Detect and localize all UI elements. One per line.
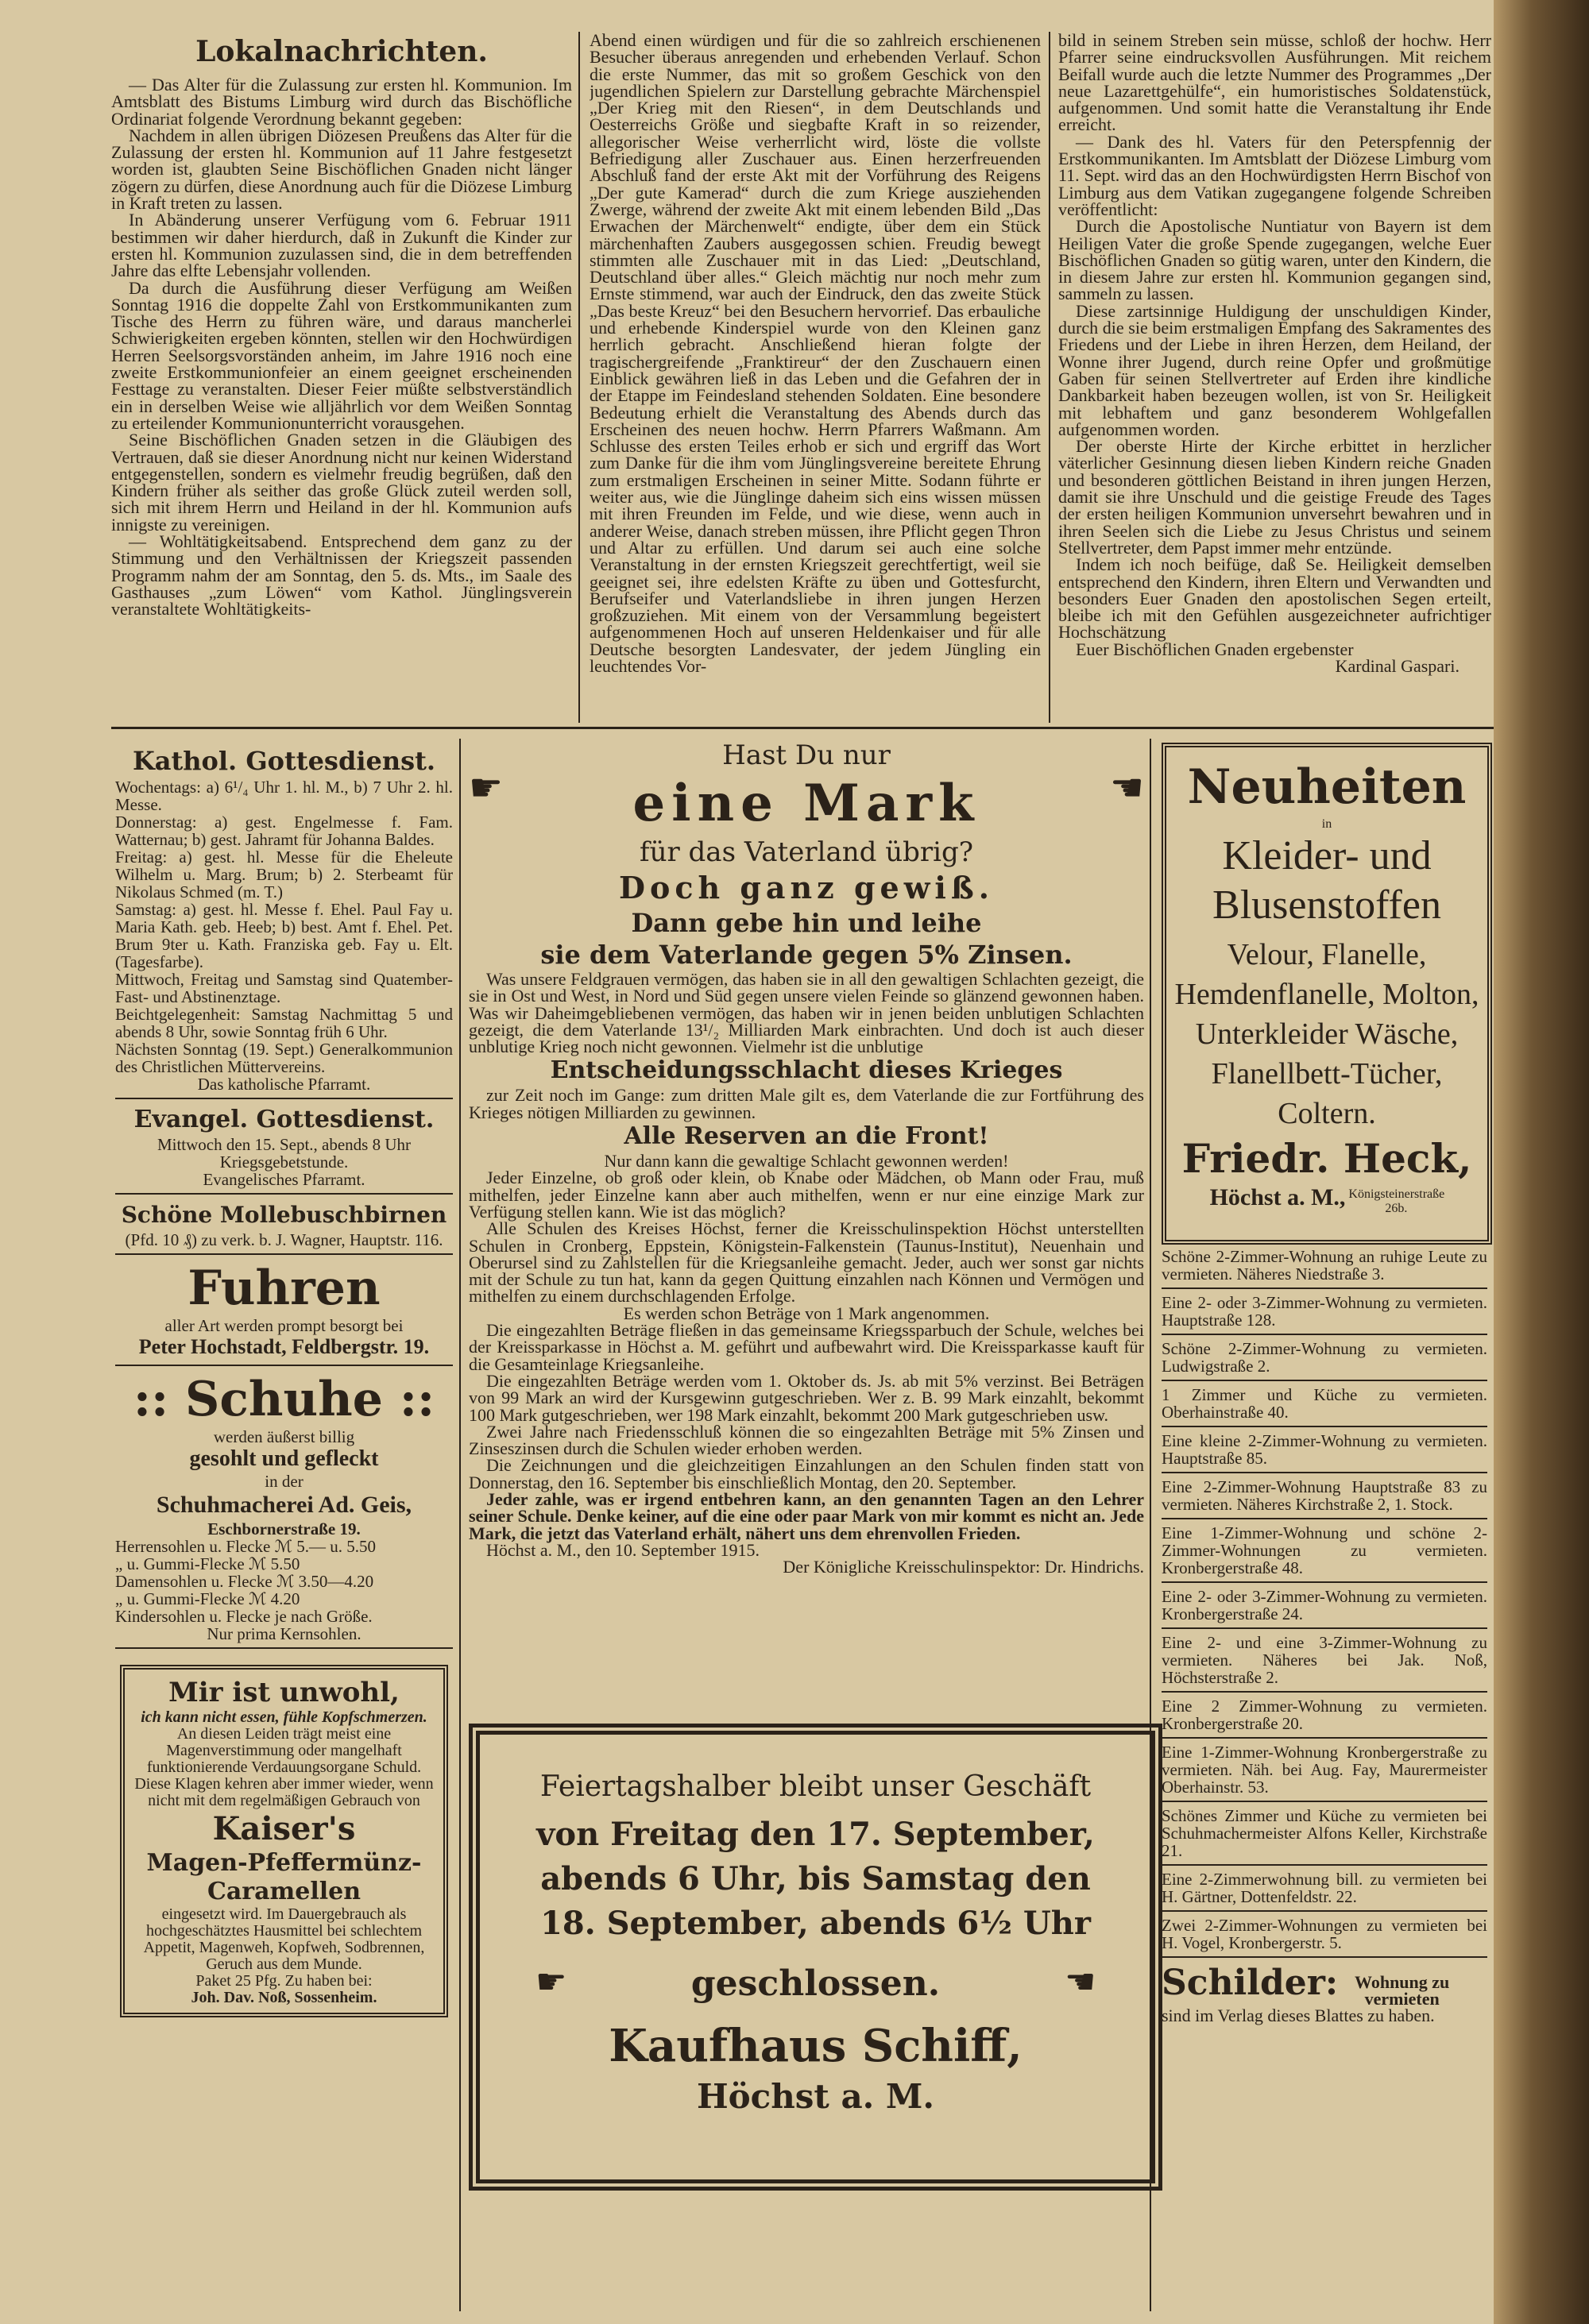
ad-text: in der bbox=[265, 1472, 303, 1491]
classified-ad bbox=[1162, 1335, 1487, 1381]
closing-salutation: Euer Bischöflichen Gnaden ergebenster bbox=[1076, 639, 1354, 659]
article-paragraph: Abend einen würdigen und für die so zahlreich erschienenen Besucher überaus anregenden und erhebenden Verlauf. Schon die erste Nummer, das mit so großem Geschick von den jugendlichen Spielern zur Darstellung gebrachte Märchenspiel „Der Krieg mit den Riesen“, in dem Deutschlands und Oesterreichs Größe und siegbafte Kraft in so reizender, allegorischer Weise verherrlicht wird, löste die vollste Befriedigung aller Zuschauer aus. Einen herzerfreuenden Abschluß fand der erste Akt mit der Vorführung des Reigens „Der gute Kamerad“ durch die zum Kriege ausziehenden Zwerge, während der zweite Akt mit einem lebenden Bild „Das Erwachen der Märchenwelt“ endigte, über dem ein Stück märchenhaften Zaubers ausgegossen schien. Freudig bewegt stimmten alle Zuschauer mit in das Lied: „Deutschland, Deutschland über alles.“ Gleich mächtig nur noch mehr zum Ernste stimmend, war auch der Eindruck, den das zweite Stück „Das beste Kreuz“ bei den Besuchern hervorrief. Das erbauliche und erhebende Kinderspiel wurde von den Kleinen ganz herrlich gebracht. Anschließend hieran folgte der tragischergreifende „Franktireur“ der den Zuschauern einen Einblick gewähren ließ in das Leben und die Gefahren der in der Etappe im Feindesland stehenden Soldaten. Eine besondere Bedeutung erhielt die Veranstaltung des Abends durch das Erscheinen des neuen hochw. Herrn Pfarrers Waßmann. Am Schlusse des ersten Teiles erhob er sich und ergriff das Wort zum Danke für die ihm vom Jünglingsvereine bereitete Ehrung zum erstmaligen Erscheinen in seiner Mitte. Sodann führte er weiter aus, wie die Jünglinge daheim sich eins wissen müssen mit ihren Freunden im Felde, und wie diese, wenn auch in anderer Weise, danach streben müssen, ihre Pflicht gegen Thron und Altar zu erfüllen. Und darum sei auch eine solche Veranstaltung in der ernsten Kriegszeit gerechtfertigt, weil sie geeignet sei, ihre edelsten Kräfte zu üben und Gottesfurcht, Berufseifer und Vaterlandsliebe in ihren jungen Herzen großzuziehen. Mit einem von der Versammlung begeistert aufgenommenen Hoch auf unseren Heldenkaiser und für alle Deutsche besorgten Landesvater, der jedem Jüngling ein leuchtendes Vor- bbox=[590, 32, 1041, 676]
article-paragraph: Die eingezahlten Beträge fließen in das gemeinsame Kriegssparbuch der Schule, welches bei der Kreissparkasse in Höchst a. M. geführt und aufbewahrt wird. Die Kreissparkasse kauft für die Gesamteinlage Kriegsanleihe. bbox=[469, 1320, 1144, 1374]
article-paragraph: Die Zeichnungen und die gleichzeitigen Einzahlungen an den Schulen finden statt von Donnerstag, den 16. September bis einschließlich Montag, den 20. September. bbox=[469, 1455, 1144, 1492]
section-divider bbox=[111, 727, 1494, 729]
ad-text: sind im Verlag dieses Blattes zu haben. bbox=[1162, 2006, 1435, 2026]
ad-text: Eschbornerstraße 19. bbox=[207, 1519, 361, 1538]
subheading: Alle Reserven an die Front! bbox=[624, 1122, 989, 1151]
price-line: „ u. Gummi-Flecke ℳ 5.50 bbox=[115, 1554, 300, 1573]
ad-text: Eine 2- und eine 3-Zimmer-Wohnung zu vermieten. Näheres bei Jak. Noß, Höchsterstraße 2. bbox=[1162, 1633, 1487, 1687]
catholic-service-ad bbox=[115, 739, 453, 1099]
pointing-hand-right-icon: ☛ bbox=[469, 767, 504, 809]
ad-text: Eine kleine 2-Zimmer-Wohnung zu vermieten. Hauptstraße 85. bbox=[1162, 1431, 1487, 1468]
ad-text: Schöne 2-Zimmer-Wohnung zu vermieten. Ludwigstraße 2. bbox=[1162, 1339, 1487, 1376]
article-paragraph: bild in seinem Streben sein müsse, schloß der hochw. Herr Pfarrer seine eindrucksvollen Ausführungen. Mit reichem Beifall wurde auch die letzte Nummer des Programmes „Der neue Lazarettgehülfe“, ein humoristisches Soldatenstück, aufgenommen. Und somit hatte die Veranstaltung ihr Ende erreicht. bbox=[1058, 32, 1491, 135]
ad-text: Eine 2- oder 3-Zimmer-Wohnung zu vermieten. Kronbergerstraße 24. bbox=[1162, 1587, 1487, 1623]
article-paragraph: Zwei Jahre nach Friedensschluß können die so eingezahlten Beträge mit 5% Zinsen und Zinseszinsen durch die Schulen wieder erhoben werden. bbox=[469, 1421, 1144, 1459]
ad-text: (Pfd. 10 ₰) zu verk. b. J. Wagner, Hauptstr. 116. bbox=[125, 1230, 443, 1249]
price-line: Herrensohlen u. Flecke ℳ 5.— u. 5.50 bbox=[115, 1537, 377, 1556]
ad-text: geschlossen. bbox=[690, 1963, 941, 2004]
left-ads-column bbox=[115, 739, 453, 2311]
ad-text: Zwei 2-Zimmer-Wohnungen zu vermieten bei H. Vogel, Kronbergerstr. 5. bbox=[1162, 1916, 1487, 1952]
ad-text: Feiertagshalber bleibt unser Geschäft bbox=[539, 1770, 1092, 1803]
brand-name: Kaiser's bbox=[212, 1810, 356, 1847]
subheading: Entscheidungsschlacht dieses Krieges bbox=[550, 1056, 1063, 1085]
fabrics-ad bbox=[1162, 743, 1492, 1245]
classified-ad bbox=[1162, 1289, 1487, 1335]
headline: eine Mark bbox=[632, 774, 980, 833]
ad-text: Schönes Zimmer und Küche zu vermieten bei Schuhmachermeister Alfons Keller, Kirchstraße 21. bbox=[1162, 1806, 1487, 1860]
classified-ad bbox=[1162, 1739, 1487, 1802]
ad-text: Schöne 2-Zimmer-Wohnung an ruhige Leute zu vermieten. Näheres Niedstraße 3. bbox=[1162, 1247, 1487, 1284]
article-paragraph: — Dank des hl. Vaters für den Peterspfennig der Erstkommunikanten. Im Amtsblatt der Diözese Limburg vom 11. Sept. wird das an den Hochwürdigsten Herrn Bischof von Limburg aus dem Vatikan zugegangene folgende Schreiben veröffentlicht: bbox=[1058, 131, 1491, 219]
ad-text: Schuhmacherei Ad. Geis, bbox=[156, 1492, 412, 1518]
section-heading: Lokalnachrichten. bbox=[195, 35, 488, 68]
headline: für das Vaterland übrig? bbox=[640, 836, 973, 868]
shop-location: Höchst a. M., bbox=[1209, 1184, 1346, 1210]
ad-title: Kathol. Gottesdienst. bbox=[132, 746, 436, 776]
column-divider bbox=[1049, 32, 1050, 723]
ad-text: gesohlt und gefleckt bbox=[189, 1446, 379, 1471]
ad-text: Beichtgelegenheit: Samstag Nachmittag 5 und abends 8 Uhr, sowie Sonntag früh 6 Uhr. bbox=[115, 1005, 453, 1041]
ad-text: Velour, Flanelle, Hemdenflanelle, Molton, Unterkleider Wäsche, Flanellbett-Tücher, Coltern. bbox=[1174, 938, 1479, 1130]
classified-ad bbox=[1162, 1583, 1487, 1629]
price-line: Damensohlen u. Flecke ℳ 3.50—4.20 bbox=[115, 1572, 374, 1591]
classified-ad bbox=[1162, 1243, 1487, 1289]
article-paragraph: Es werden schon Beträge von 1 Mark angenommen. bbox=[623, 1303, 990, 1323]
column-divider bbox=[578, 32, 580, 723]
ad-title: Neuheiten bbox=[1187, 759, 1467, 815]
column-divider bbox=[459, 739, 461, 2311]
pointing-hand-left-icon: ☛ bbox=[1109, 767, 1144, 809]
ad-text: von Freitag den 17. September, abends 6 Uhr, bis Samstag den 18. September, abends 6½ Uhr bbox=[536, 1816, 1095, 1942]
article-paragraph: Seine Bischöflichen Gnaden setzen in die Gläubigen des Vertrauen, daß sie dieser Anordnung nicht nur keinen Widerstand entgegenstellen, sondern es vielmehr freudig begrüßen, daß den Kindern früher als seither das große Glück zuteil werden soll, sich mit ihrem Herrn und Heiland in der hl. Kommunion aufs innigste zu vereinigen. bbox=[111, 430, 572, 535]
ad-text: Samstag: a) gest. hl. Messe f. Ehel. Paul Fay u. Maria Kath. geb. Heeb; b) best. Amt f. Ehel. Pet. Brum 9ter u. Kath. Franziska geb. Fay u. Elt. (Tagesfarbe). bbox=[115, 900, 453, 971]
ad-text: ich kann nicht essen, fühle Kopfschmerzen. bbox=[141, 1708, 427, 1726]
ad-text: eingesetzt wird. Im Dauergebrauch als hochgeschätztes Hausmittel bei schlechtem Appetit, Magenweh, Kopfweh, Sodbrennen, Geruch aus dem Munde. bbox=[143, 1905, 425, 1973]
classified-ads bbox=[1162, 1243, 1487, 2311]
ad-price: Paket 25 Pfg. Zu haben bei: bbox=[195, 1972, 373, 1990]
ad-text: Eine 2-Zimmer-Wohnung Hauptstraße 83 zu vermieten. Näheres Kirchstraße 2, 1. Stock. bbox=[1162, 1477, 1487, 1514]
ad-text: Eine 1-Zimmer-Wohnung Kronbergerstraße zu vermieten. Näh. bei Aug. Fay, Maurermeister Oberhainstr. 53. bbox=[1162, 1743, 1487, 1797]
shop-address: Königsteinerstraße 26b. bbox=[1348, 1187, 1445, 1216]
ad-text: Wohnung zu vermieten bbox=[1355, 1971, 1450, 2009]
ad-name: Peter Hochstadt, Feldbergstr. 19. bbox=[138, 1335, 430, 1358]
protestant-service-ad bbox=[115, 1099, 453, 1195]
signature: Der Königliche Kreisschulinspektor: Dr. Hindrichs. bbox=[783, 1557, 1144, 1577]
ad-title: Schilder: bbox=[1162, 1963, 1339, 2003]
article-paragraph: Durch die Apostolische Nuntiatur von Bayern ist dem Heiligen Vater die große Spende zugegangen, welche Euer Bischöflichen Gnaden so gütig waren, unter den Kindern, die in diesem Jahre zur ersten hl. Kommunion gegangen sind, sammeln zu lassen. bbox=[1058, 216, 1491, 304]
brand-name: Magen-Pfeffermünz-Caramellen bbox=[146, 1849, 422, 1905]
headline: sie dem Vaterlande gegen 5% Zinsen. bbox=[540, 940, 1073, 970]
article-paragraph: Was unsere Feldgrauen vermögen, das haben sie in all den gewaltigen Schlachten gezeigt, die sie in Ost und West, in Nord und Süd gegen unsere vielen Feinde so glänzend gewonnen haben. Was wir Daheimgebliebenen vermögen, das haben wir in jenen beiden unblutigen Schlachten gezeigt, die dem Vaterlande 13¹/₂ Milliarden Mark einbrachten. Und doch ist auch dieser unblutige Krieg noch nicht gewonnen. Vielmehr ist die unblutige bbox=[469, 969, 1144, 1057]
local-news-column-1 bbox=[111, 32, 572, 723]
ad-text: Freitag: a) gest. hl. Messe für die Eheleute Wilhelm u. Marg. Brum; b) 2. Sterbeamt für Nikolaus Schmed (m. T.) bbox=[115, 847, 453, 901]
ad-text: Mittwoch, Freitag und Samstag sind Quatember-Fast- und Abstinenztage. bbox=[115, 970, 453, 1006]
article-paragraph: In Abänderung unserer Verfügung vom 6. Februar 1911 bestimmen wir daher hierdurch, daß in Zukunft die Kinder zur ersten hl. Kommunion zuzulassen sind, die in dem betreffenden Jahre das elfte Lebensjahr vollenden. bbox=[111, 210, 572, 281]
article-paragraph: Jeder zahle, was er irgend entbehren kann, an den genannten Tagen an den Lehrer seiner Schule. Denke keiner, auf die eine oder paar Mark von mir kommt es nicht an. Jede Mark, die jetzt das Vaterland erhält, nähert uns dem ehrenvollen Frieden. bbox=[469, 1489, 1144, 1543]
classified-ad bbox=[1162, 1629, 1487, 1693]
ad-title: Mir ist unwohl, bbox=[168, 1677, 400, 1708]
signature: Kardinal Gaspari. bbox=[1335, 655, 1459, 676]
war-loan-article bbox=[469, 739, 1144, 1716]
pointing-hand-left-icon: ☛ bbox=[1064, 1963, 1096, 2002]
ad-text: Nächsten Sonntag (19. Sept.) Generalkommunion des Christlichen Müttervereins. bbox=[115, 1040, 453, 1076]
classified-ad bbox=[1162, 1866, 1487, 1912]
ad-seller: Joh. Dav. Noß, Sossenheim. bbox=[191, 1989, 377, 2006]
article-paragraph: Diese zartsinnige Huldigung der unschuldigen Kinder, durch die sie beim erstmaligen Empfang des Sakramentes des Friedens und der Liebe in ihren Herzen, dem Heiland, der Wonne ihrer Jugend, durch reine Opfer und großmütige Gaben für seinen Stellvertreter auf Erden ihre kindliche Dankbarkeit haben bezeugen wollen, ist von Sr. Heiligkeit mit lebhaftem und ganz besonderem Wohlgefallen aufgenommen worden. bbox=[1058, 300, 1491, 439]
store-closure-ad bbox=[469, 1724, 1162, 2191]
ad-text: Donnerstag: a) gest. Engelmesse f. Fam. Watternau; b) gest. Jahramt für Johanna Baldes. bbox=[115, 813, 453, 849]
price-line: Kindersohlen u. Flecke je nach Größe. bbox=[115, 1607, 373, 1626]
ad-text: werden äußerst billig bbox=[213, 1427, 355, 1446]
article-paragraph: — Wohltätigkeitsabend. Entsprechend dem ganz zu der Stimmung und den Verhältnissen der Kriegszeit passenden Programm nahm der am Sonntag, den 5. ds. Mts., im Saale des Gasthauses „zum Löwen“ vom Kathol. Jünglingsverein veranstaltete Wohltätigkeits- bbox=[111, 531, 572, 620]
ad-text: 1 Zimmer und Küche zu vermieten. Oberhainstraße 40. bbox=[1162, 1385, 1487, 1422]
classified-ad bbox=[1162, 1427, 1487, 1473]
classified-ad bbox=[1162, 1912, 1487, 1958]
dateline: Höchst a. M., den 10. September 1915. bbox=[486, 1539, 760, 1560]
article-paragraph: Nachdem in allen übrigen Diözesen Preußens das Alter für die Zulassung der ersten hl. Kommunion auf 11 Jahre festgesetzt worden ist, glaubten Seine Bischöflichen Gnaden nicht länger zögern zu dürfen, diese Anordnung auch für die Diözese Limburg in Kraft treten zu lassen. bbox=[111, 125, 572, 214]
article-paragraph: — Das Alter für die Zulassung zur ersten hl. Kommunion. Im Amtsblatt des Bistums Limburg wird durch das Bischöfliche Ordinariat folgende Verordnung bekannt gegeben: bbox=[111, 75, 572, 129]
headline: Doch ganz gewiß. bbox=[619, 870, 994, 905]
classified-ad bbox=[1162, 1473, 1487, 1519]
classified-ad bbox=[1162, 1519, 1487, 1583]
article-paragraph: Nur dann kann die gewaltige Schlacht gewonnen werden! bbox=[604, 1151, 1009, 1172]
shop-name: Friedr. Heck, bbox=[1181, 1135, 1472, 1182]
ad-text: Eine 1-Zimmer-Wohnung und schöne 2-Zimmer-Wohnungen zu vermieten. Kronbergerstraße 48. bbox=[1162, 1523, 1487, 1577]
article-paragraph: Da durch die Ausführung dieser Verfügung am Weißen Sonntag 1916 die doppelte Zahl von Erstkommunikanten zum Tische des Herrn zu führen wäre, und daraus mancherlei Schwierigkeiten ergeben könnten, stellen wir den Hochwürdigen Herren Seelsorgsvorständen anheim, im Jahre 1916 noch eine zweite Erstkommunionfeier an einem geeignet erscheinenden Festtage zu veranstalten. Dieser Feier müßte selbstverständlich ein in derselben Weise wie alljährlich vor dem Weißen Sonntag zu erteilender Kommunionunterricht vorausgehen. bbox=[111, 277, 572, 433]
ad-title: Kleider- und Blusenstoffen bbox=[1212, 833, 1441, 928]
book-spine bbox=[1494, 0, 1589, 2324]
article-paragraph: Jeder Einzelne, ob groß oder klein, ob Knabe oder Mädchen, ob Mann oder Frau, muß mithelfen, jeder Einzelne kann aber auch mithelfen, wenn er nur eine einzige Mark zur Verfügung stellen kann. Wie ist das möglich? bbox=[469, 1168, 1144, 1222]
ad-signature: Evangelisches Pfarramt. bbox=[203, 1170, 365, 1189]
ad-text: Eine 2- oder 3-Zimmer-Wohnung zu vermieten. Hauptstraße 128. bbox=[1162, 1293, 1487, 1330]
article-paragraph: Die eingezahlten Beträge werden vom 1. Oktober ds. Js. ab mit 5% verzinst. Bei Beträgen von 99 Mark an wird der Kursgewinn gutgeschrieben. Wer z. B. 99 Mark einzahlt, bekommt 100 Mark gutgeschrieben, wer 198 Mark einzahlt, bekommt 200 Mark gutgeschrieben usw. bbox=[469, 1370, 1144, 1425]
pears-ad bbox=[115, 1195, 453, 1255]
column-divider bbox=[1150, 739, 1151, 2311]
store-name: Kaufhaus Schiff, bbox=[609, 2020, 1023, 2072]
store-location: Höchst a. M. bbox=[696, 2077, 935, 2116]
ad-text: aller Art werden prompt besorgt bei bbox=[164, 1316, 404, 1335]
kaiser-caramels-ad bbox=[120, 1665, 448, 2017]
ad-text: in bbox=[1321, 817, 1332, 831]
ad-text: Wochentags: a) 6¹/₄ Uhr 1. hl. M., b) 7 Uhr 2. hl. Messe. bbox=[115, 778, 453, 814]
ad-signature: Das katholische Pfarramt. bbox=[197, 1075, 371, 1094]
pointing-hand-right-icon: ☛ bbox=[535, 1963, 567, 2002]
signs-ad bbox=[1162, 1958, 1487, 2025]
article-paragraph: Indem ich noch beifüge, daß Se. Heiligkeit demselben entsprechend den Kindern, ihren Eltern und Verwandten und besonders Euer Gnaden den apostolischen Segen erteilt, bleibe ich mit den Gefühlen ausgezeichneter aufrichtiger Hochschätzung bbox=[1058, 554, 1491, 643]
price-line: „ u. Gummi-Flecke ℳ 4.20 bbox=[115, 1589, 300, 1608]
ad-title: :: Schuhe :: bbox=[133, 1372, 435, 1427]
headline: Hast Du nur bbox=[722, 739, 891, 771]
article-paragraph: Der oberste Hirte der Kirche erbittet in herzlicher väterlicher Gesinnung diesen lieben Kindern reiche Gnaden und besonderen göttlichen Beistand in ihren jungen Herzen, damit sie ihre Unschuld und die geistige Freude des Tages der ersten heiligen Kommunion unversehrt bewahren und in ihren Seelen sich die Liebe zu Jesus Christus und seinem Stellvertreter, dem Papst immer mehr entzünde. bbox=[1058, 436, 1491, 558]
article-paragraph: Alle Schulen des Kreises Höchst, ferner die Kreisschulinspektion Höchst unterstellten Schulen in Cronberg, Eppstein, Königstein-Falkenstein (Taunus-Institut), Neuenhain und Oberursel sind zu Zahlstellen für die Kriegsanleihe gemacht. Jeder, auch wer sonst gar nichts mit der Schule zu tun hat, kann da gegen Quittung einzahlen nach Können und Vermögen und mithelfen zu einem durchschlagenden Erfolge. bbox=[469, 1218, 1144, 1307]
article-paragraph: zur Zeit noch im Gange: zum dritten Male gilt es, dem Vaterlande die zur Fortführung des Krieges nötigen Milliarden zu gewinnen. bbox=[469, 1085, 1144, 1122]
classified-ad bbox=[1162, 1802, 1487, 1866]
price-line: Nur prima Kernsohlen. bbox=[207, 1624, 361, 1643]
ad-text: Mittwoch den 15. Sept., abends 8 Uhr Kriegsgebetstunde. bbox=[157, 1135, 412, 1172]
local-news-column-2 bbox=[590, 32, 1041, 723]
ad-title: Schöne Mollebuschbirnen bbox=[121, 1202, 447, 1228]
headline: Dann gebe hin und leihe bbox=[631, 908, 982, 938]
ad-title: Fuhren bbox=[188, 1260, 381, 1316]
classified-ad bbox=[1162, 1693, 1487, 1739]
ad-title: Evangel. Gottesdienst. bbox=[133, 1106, 435, 1133]
shoe-repair-ad bbox=[115, 1366, 453, 1649]
transport-ad bbox=[115, 1255, 453, 1366]
ad-text: Eine 2 Zimmer-Wohnung zu vermieten. Kronbergerstraße 20. bbox=[1162, 1697, 1487, 1733]
classified-ad bbox=[1162, 1381, 1487, 1427]
ad-text: An diesen Leiden trägt meist eine Magenverstimmung oder mangelhaft funktionierende Verdauungsorgane Schuld. Diese Klagen kehren aber immer wieder, wenn nicht mit dem regelmäßigen Gebrauch von bbox=[134, 1725, 434, 1809]
ad-text: Eine 2-Zimmerwohnung bill. zu vermieten bei H. Gärtner, Dottenfeldstr. 22. bbox=[1162, 1870, 1487, 1906]
local-news-column-3 bbox=[1058, 32, 1491, 723]
